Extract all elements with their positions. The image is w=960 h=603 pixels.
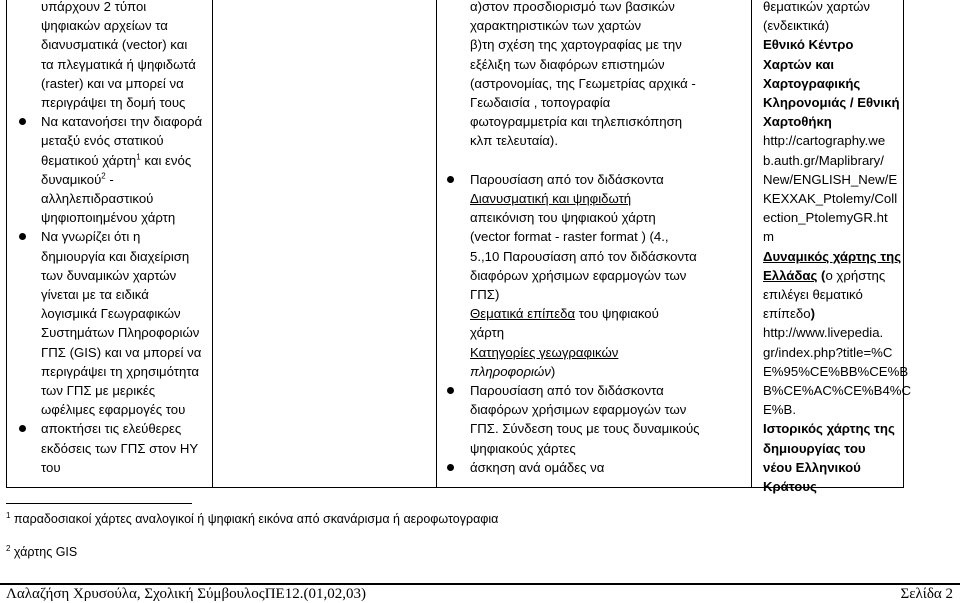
footnote-ref: 2 [101,171,106,181]
footer-rule [0,583,960,585]
text-line: δημιουργίας του [763,440,866,456]
text-line: α)στον προσδιορισμό των βασικών [470,0,675,14]
text-line: θεματικών χαρτών [763,0,870,14]
text-line: (raster) και να μπορεί να [41,75,184,91]
text-line: ΓΠΣ (GIS) και να μπορεί να [41,344,202,360]
footnote-1 [6,512,498,526]
text-line: ψηφιακούς χάρτες [470,440,576,456]
text-line: διαφόρων χρήσιμων εφαρμογών των [470,267,687,283]
text-line: φωτογραμμετρία και τηλεπισκόπηση [470,114,683,130]
text-line: Θεματικά επίπεδα του ψηφιακού [470,306,659,322]
text-line: ωφέλιμες εφαρμογές του [41,402,186,418]
text-line: περιγράψει τη χρησιμότητα [41,363,199,379]
footer-author: Λαλαζήση Χρυσούλα, Σχολική ΣύμβουλοςΠΕ12.(01,02,03) [6,586,366,602]
text-line: χάρτη [470,325,505,341]
activities-column [470,0,748,477]
text-line: Συστημάτων Πληροφοριών [41,325,200,341]
footnote-number: 1 [6,510,11,520]
text-line: Δυναμικός χάρτης της [763,248,902,264]
text-line: γίνεται με τα ειδικά [41,287,149,303]
bullet-icon [447,176,454,183]
text-line: δημιουργία και διαχείριση [41,248,190,264]
text-line: β)τη σχέση της χαρτογραφίας με την [470,37,682,53]
column-divider [212,0,213,488]
bullet-icon [447,387,454,394]
column-divider [436,0,437,488]
text-line: του [41,459,61,475]
link-text: http://cartography.we [763,133,886,149]
text-line: Ιστορικός χάρτης της [763,421,895,437]
link-text: B%CE%AC%CE%B4%C [763,383,912,399]
link-text: m [763,229,774,245]
text-line: εξέλιξη των διαφόρων επιστημών [470,56,665,72]
text-line: (αστρονομίας, της Γεωμετρίας αρχικά - [470,75,696,91]
text-line: Κατηγορίες γεωγραφικών [470,344,619,360]
text-line: κλπ τελευταία). [470,133,558,149]
text-line: Χαρτών και [763,56,835,72]
text-line: των ΓΠΣ με μερικές [41,383,156,399]
text-line: Διανυσματική και ψηφιδωτή [470,191,632,207]
footnote-separator [6,503,192,504]
text-line: Γεωδαισία , τοπογραφία [470,95,611,111]
objectives-column [41,0,209,477]
text-line: των δυναμικών χαρτών [41,267,177,283]
footnote-2 [6,545,77,559]
link-text: ection_PtolemyGR.ht [763,210,888,226]
text-line: ψηφιακών αρχείων τα [41,18,168,34]
column-divider [751,0,752,488]
footnote-ref: 1 [136,152,141,162]
text-line: διαφόρων χρήσιμων εφαρμογών των [470,402,687,418]
footnote-text: χάρτης GIS [10,545,78,559]
text-line: επίπεδο) [763,306,815,322]
text-line: Εθνικό Κέντρο [763,37,854,53]
text-line: τα πλεγματικά ή ψηφιδωτά [41,56,196,72]
text-line: ΓΠΣ) [470,287,500,303]
footnote-number: 2 [6,543,11,553]
text-line: Χαρτογραφικής [763,75,861,91]
text-line: δυναμικού$^2$ - [41,171,114,187]
text-line: (ενδεικτικά) [763,18,830,34]
resources-column [763,0,912,496]
list-item [41,419,209,438]
list-item [41,227,209,246]
text-line: χαρακτηριστικών των χαρτών [470,18,642,34]
text-line: Ελλάδας (ο χρήστης [763,267,886,283]
list-item [470,381,748,400]
text-line: μεταξύ ενός στατικού [41,133,164,149]
text-line: ψηφιοποιημένου χάρτη [41,210,176,226]
text-line: Να κατανοήσει την διαφορά [41,114,203,130]
link-text: New/ENGLISH_New/E [763,171,898,187]
text-line: άσκηση ανά ομάδες να [470,459,605,475]
link-text: E%B. [763,402,796,418]
link-text: http://www.livepedia. [763,325,884,341]
link-text: KEXXAK_Ptolemy/Coll [763,191,898,207]
text-line: Παρουσίαση από τον διδάσκοντα [470,171,664,187]
text-line: νέου Ελληνικού [763,459,861,475]
text-line: διανυσματικά (vector) και [41,37,188,53]
text-line: λογισμικά Γεωγραφικών [41,306,181,322]
text-line: πληροφοριών) [470,363,556,379]
text-line: ΓΠΣ. Σύνδεση τους με τους δυναμικούς [470,421,700,437]
footnote-text: παραδοσιακοί χάρτες αναλογικοί ή ψηφιακή εικόνα από σκανάρισμα ή αεροφωτογραφια [10,512,499,526]
text-line: επιλέγει θεματικό [763,287,863,303]
text-line: απεικόνιση του ψηφιακού χάρτη [470,210,656,226]
text-line: αποκτήσει τις ελεύθερες [41,421,182,437]
link-text: E%95%CE%BB%CE%B [763,363,909,379]
text-line: θεματικού χάρτη$^1$ και ενός [41,152,192,168]
text-line: (vector format - raster format ) (4., [470,229,669,245]
list-item [41,112,209,131]
bullet-icon [447,464,454,471]
text-line: υπάρχουν 2 τύποι [41,0,147,14]
page-number: Σελίδα 2 [900,586,953,602]
text-line: 5.,10 Παρουσίαση από τον διδάσκοντα [470,248,697,264]
list-item [470,170,748,189]
link-text: b.auth.gr/Maplibrary/ [763,152,884,168]
text-line: Κράτους [763,479,817,495]
text-line: περιγράψει τη δομή τους [41,95,186,111]
text-line: Να γνωρίζει ότι η [41,229,141,245]
text-line: εκδόσεις των ΓΠΣ στον ΗΥ [41,440,199,456]
text-line: Κληρονομιάς / Εθνική [763,95,900,111]
list-item [470,458,748,477]
link-text: gr/index.php?title=%C [763,344,893,360]
text-line: Χαρτοθήκη [763,114,832,130]
blank-line [470,151,748,170]
text-line: αλληλεπιδραστικού [41,191,154,207]
text-line: Παρουσίαση από τον διδάσκοντα [470,383,664,399]
